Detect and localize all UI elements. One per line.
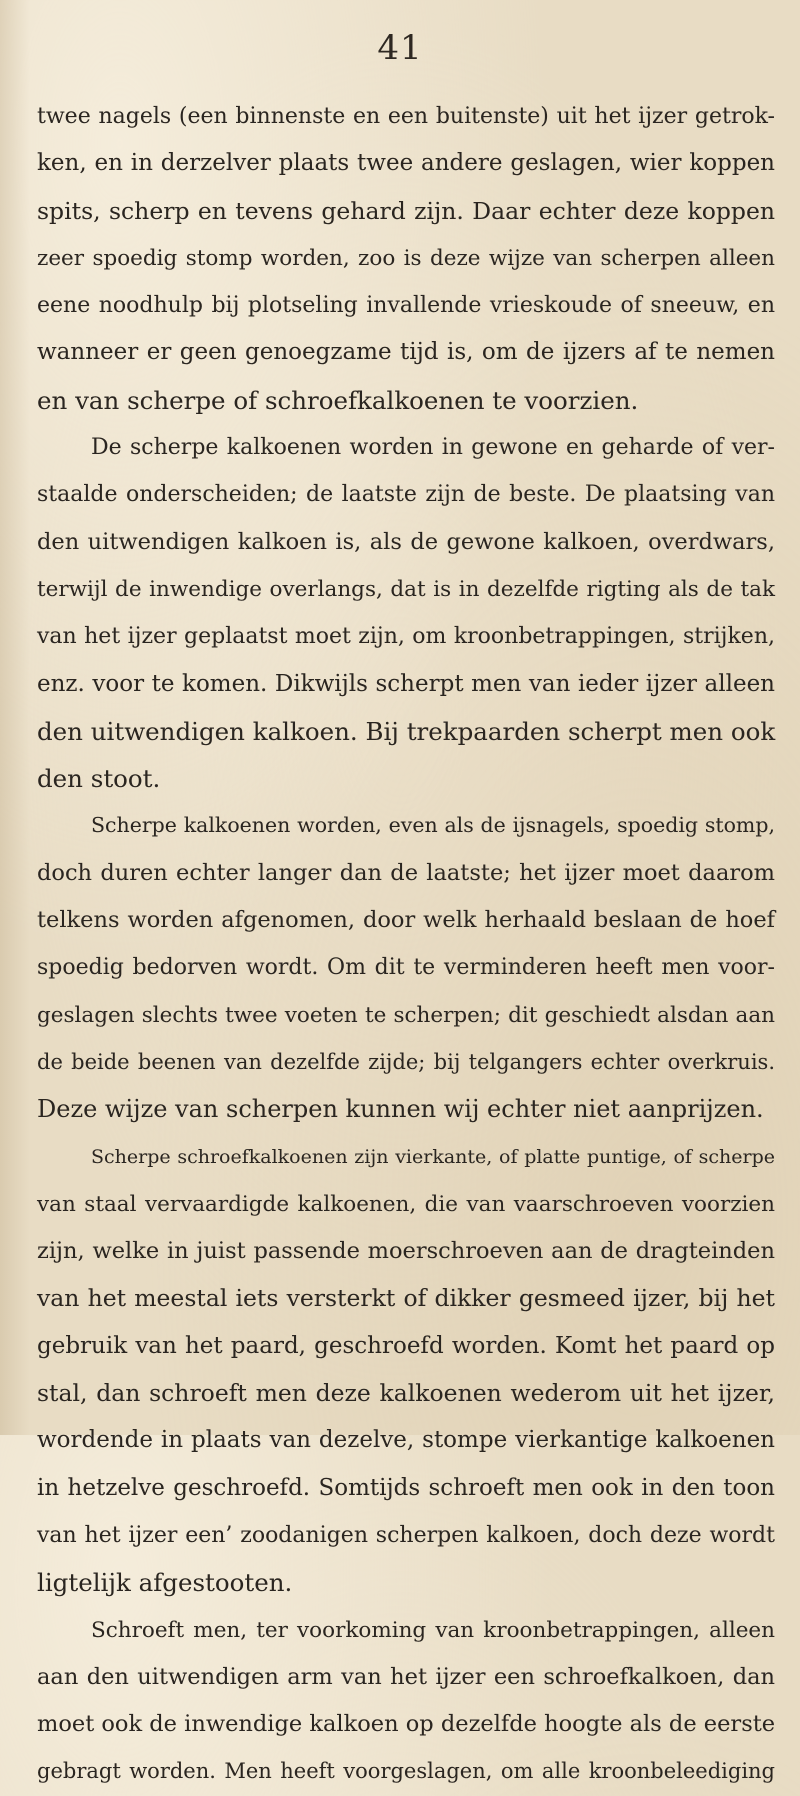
text-line: de beide beenen van dezelfde zijde; bij telgangers echter overkruis. — [37, 1049, 775, 1074]
page-number: 41 — [377, 28, 423, 68]
text-line: den uitwendigen kalkoen. Bij trekpaarden scherpt men ook — [37, 716, 776, 746]
text-line: stal, dan schroeft men deze kalkoenen wederom uit het ijzer, — [37, 1379, 775, 1408]
text-line: van het ijzer geplaatst moet zijn, om kroonbetrappingen, strijken, — [37, 624, 775, 650]
text-line: telkens worden afgenomen, door welk herhaald beslaan de hoef — [37, 907, 775, 934]
text-line: van staal vervaardigde kalkoenen, die van vaarschroeven voorzien — [37, 1191, 775, 1217]
text-line: De scherpe kalkoenen worden in gewone en geharde of ver- — [91, 435, 775, 461]
text-line: wordende in plaats van dezelve, stompe vierkantige kalkoenen — [37, 1427, 775, 1454]
text-line: van het ijzer een’ zoodanigen scherpen kalkoen, doch deze wordt — [37, 1522, 775, 1548]
text-line: ligtelijk afgestooten. — [37, 1568, 293, 1598]
text-line: gebruik van het paard, geschroefd worden. Komt het paard op — [37, 1332, 775, 1359]
text-line: Schroeft men, ter voorkoming van kroonbetrappingen, alleen — [91, 1617, 775, 1643]
text-line: spits, scherp en tevens gehard zijn. Daar echter deze koppen — [37, 196, 775, 225]
text-line: Deze wijze van scherpen kunnen wij echter niet aanprijzen. — [37, 1095, 764, 1124]
text-line: ken, en in derzelver plaats twee andere geslagen, wier koppen — [37, 150, 775, 177]
text-line: zijn, welke in juist passende moerschroeven aan de dragteinden — [37, 1238, 775, 1265]
text-line: eene noodhulp bij plotseling invallende vrieskoude of sneeuw, en — [37, 293, 775, 319]
text-line: in hetzelve geschroefd. Somtijds schroeft men ook in den toon — [37, 1474, 775, 1501]
text-line: Scherpe schroefkalkoenen zijn vierkante, of platte puntige, of scherpe — [91, 1145, 775, 1168]
text-line: van het meestal iets versterkt of dikker gesmeed ijzer, bij het — [37, 1284, 775, 1313]
text-line: zeer spoedig stomp worden, zoo is deze wijze van scherpen alleen — [37, 245, 775, 271]
page-edge-shadow — [0, 0, 30, 1435]
text-line: Scherpe kalkoenen worden, even als de ijsnagels, spoedig stomp, — [91, 813, 775, 838]
text-line: den stoot. — [37, 764, 161, 794]
text-line: doch duren echter langer dan de laatste; het ijzer moet daarom — [37, 859, 775, 886]
text-line: staalde onderscheiden; de laatste zijn de beste. De plaatsing van — [37, 482, 775, 508]
body-text — [37, 93, 775, 1796]
text-line: aan den uitwendigen arm van het ijzer een schroefkalkoen, dan — [37, 1663, 775, 1690]
text-line: enz. voor te komen. Dikwijls scherpt men van ieder ijzer alleen — [37, 670, 775, 697]
text-line: twee nagels (een binnenste en een buitenste) uit het ijzer getrok- — [37, 104, 775, 129]
text-line: en van scherpe of schroefkalkoenen te voorzien. — [37, 385, 639, 415]
text-line: gebragt worden. Men heeft voorgeslagen, om alle kroonbeleediging — [37, 1759, 775, 1784]
text-line: terwijl de inwendige overlangs, dat is in dezelfde rigting als de tak — [37, 576, 775, 602]
text-line: geslagen slechts twee voeten te scherpen; dit geschiedt alsdan aan — [37, 1002, 775, 1028]
text-line: wanneer er geen genoegzame tijd is, om de ijzers af te nemen — [37, 339, 775, 366]
text-line: moet ook de inwendige kalkoen op dezelfde hoogte als de eerste — [37, 1711, 776, 1738]
text-line: den uitwendigen kalkoen is, als de gewone kalkoen, overdwars, — [37, 528, 775, 555]
text-line: spoedig bedorven wordt. Om dit te verminderen heeft men voor- — [37, 955, 775, 981]
